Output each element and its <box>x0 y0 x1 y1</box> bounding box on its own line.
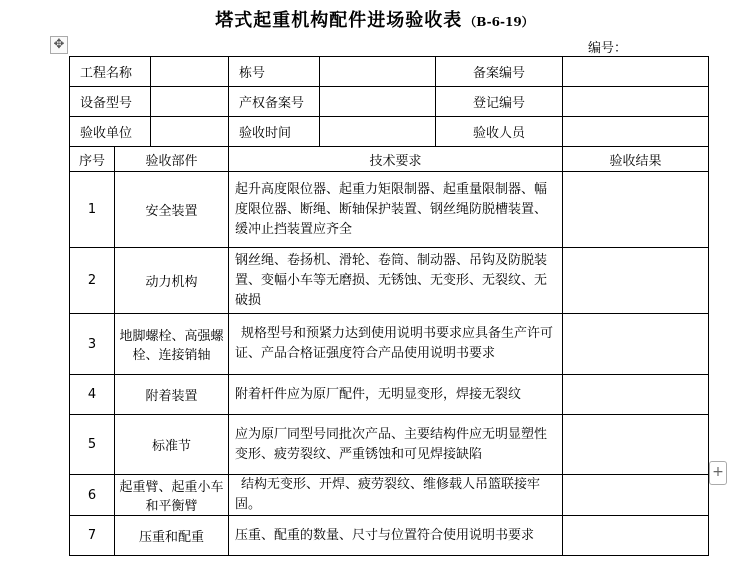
row-result-field[interactable] <box>563 475 709 516</box>
row-tech: 钢丝绳、卷扬机、滑轮、卷筒、制动器、吊钩及防脱装置、变幅小车等无磨损、无锈蚀、无变形、无裂纹、无破损 <box>229 248 563 314</box>
row-part: 标准节 <box>115 415 229 475</box>
row-result-field[interactable] <box>563 172 709 248</box>
row-result-field[interactable] <box>563 415 709 475</box>
label-inspectors: 验收人员 <box>436 117 563 147</box>
add-row-plus-icon[interactable]: + <box>709 461 727 485</box>
row-seq: 5 <box>70 415 115 475</box>
building-no-field[interactable] <box>320 57 436 87</box>
property-filing-no-field[interactable] <box>320 87 436 117</box>
row-seq: 7 <box>70 516 115 556</box>
row-part: 压重和配重 <box>115 516 229 556</box>
row-result-field[interactable] <box>563 375 709 415</box>
label-registration-no: 登记编号 <box>436 87 563 117</box>
table-row <box>70 314 709 375</box>
inspection-time-field[interactable] <box>320 117 436 147</box>
acceptance-table <box>69 56 709 556</box>
table-row <box>70 172 709 248</box>
row-tech: 结构无变形、开焊、疲劳裂纹、维修载人吊篮联接牢固。 <box>229 475 563 516</box>
column-header-row <box>70 147 709 172</box>
registration-no-field[interactable] <box>563 87 709 117</box>
row-result-field[interactable] <box>563 516 709 556</box>
table-row <box>70 516 709 556</box>
label-property-filing-no: 产权备案号 <box>229 87 320 117</box>
inspection-unit-field[interactable] <box>151 117 229 147</box>
row-part: 安全装置 <box>115 172 229 248</box>
form-number-label: 编号： <box>588 41 628 56</box>
table-row <box>70 248 709 314</box>
table-move-handle-icon[interactable]: ✥ <box>50 36 68 54</box>
label-inspection-time: 验收时间 <box>229 117 320 147</box>
row-tech: 起升高度限位器、起重力矩限制器、起重量限制器、幅度限位器、断绳、断轴保护装置、钢丝绳防脱槽装置、缓冲止挡装置应齐全 <box>229 172 563 248</box>
row-result-field[interactable] <box>563 248 709 314</box>
row-seq: 4 <box>70 375 115 415</box>
row-seq: 3 <box>70 314 115 375</box>
row-part: 地脚螺栓、高强螺栓、连接销轴 <box>115 314 229 375</box>
row-seq: 2 <box>70 248 115 314</box>
info-row <box>70 57 709 87</box>
col-header-seq: 序号 <box>70 147 115 172</box>
row-seq: 6 <box>70 475 115 516</box>
row-tech: 附着杆件应为原厂配件，无明显变形，焊接无裂纹 <box>229 375 563 415</box>
filing-no-field[interactable] <box>563 57 709 87</box>
page-title <box>0 6 749 32</box>
col-header-result: 验收结果 <box>563 147 709 172</box>
col-header-tech: 技术要求 <box>229 147 563 172</box>
row-tech: 压重、配重的数量、尺寸与位置符合使用说明书要求 <box>229 516 563 556</box>
form-code: （B-6-19） <box>464 15 534 29</box>
row-seq: 1 <box>70 172 115 248</box>
label-building-no: 栋号 <box>229 57 320 87</box>
table-row <box>70 475 709 516</box>
inspectors-field[interactable] <box>563 117 709 147</box>
label-project-name: 工程名称 <box>70 57 151 87</box>
col-header-part: 验收部件 <box>115 147 229 172</box>
info-row <box>70 87 709 117</box>
label-inspection-unit: 验收单位 <box>70 117 151 147</box>
table-row <box>70 375 709 415</box>
row-tech: 规格型号和预紧力达到使用说明书要求应具备生产许可证、产品合格证强度符合产品使用说明书要求 <box>229 314 563 375</box>
table-row <box>70 415 709 475</box>
label-filing-no: 备案编号 <box>436 57 563 87</box>
equipment-model-field[interactable] <box>151 87 229 117</box>
info-row <box>70 117 709 147</box>
row-part: 起重臂、起重小车和平衡臂 <box>115 475 229 516</box>
project-name-field[interactable] <box>151 57 229 87</box>
row-part: 动力机构 <box>115 248 229 314</box>
label-equipment-model: 设备型号 <box>70 87 151 117</box>
form-title: 塔式起重机构配件进场验收表 <box>215 10 463 31</box>
row-part: 附着装置 <box>115 375 229 415</box>
row-tech: 应为原厂同型号同批次产品、主要结构件应无明显塑性变形、疲劳裂纹、严重锈蚀和可见焊接缺陷 <box>229 415 563 475</box>
row-result-field[interactable] <box>563 314 709 375</box>
